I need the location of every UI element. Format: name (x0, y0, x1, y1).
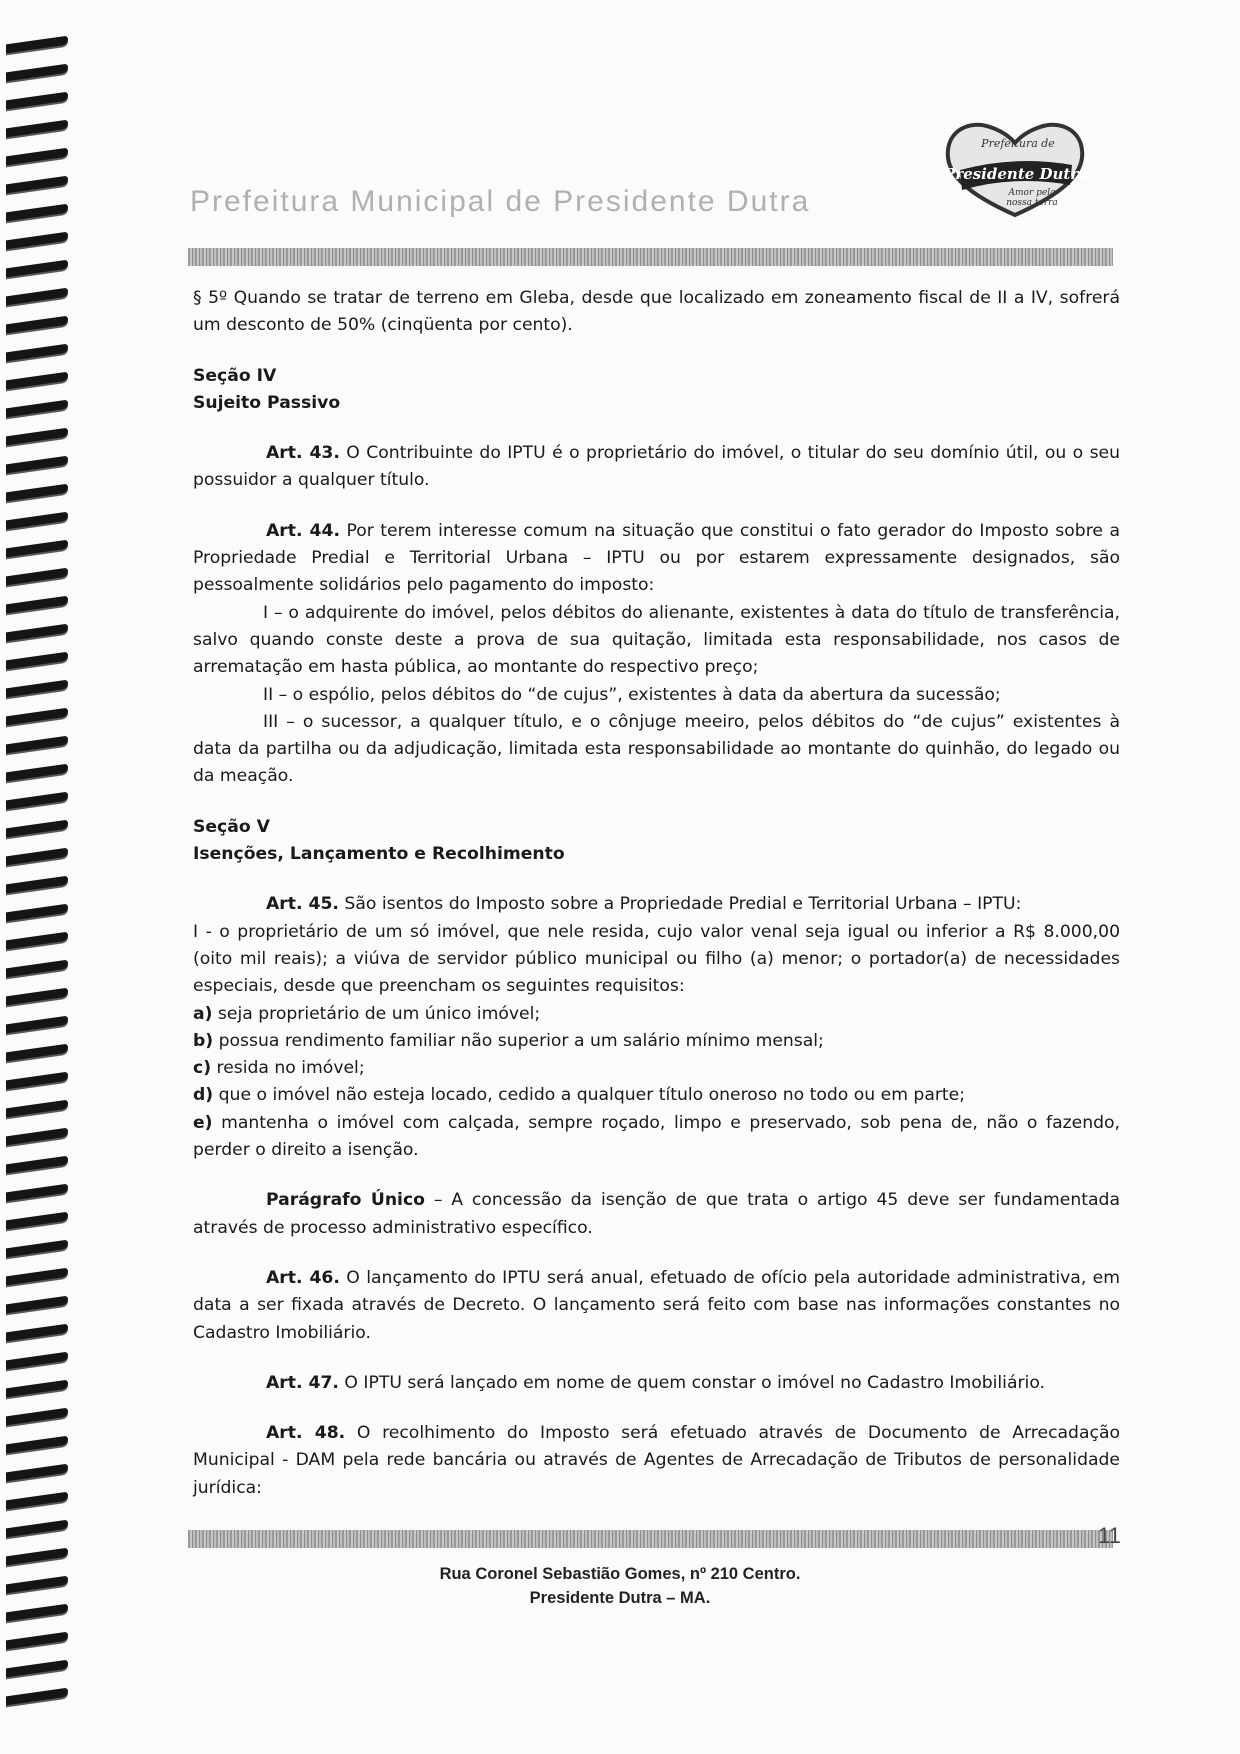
binding-coil (6, 624, 68, 642)
binding-coil (6, 960, 68, 978)
binding-coil (6, 1464, 68, 1482)
svg-text:nossa terra: nossa terra (1006, 198, 1058, 208)
binding-coil (6, 792, 68, 810)
section-5-subtitle: Isenções, Lançamento e Recolhimento (193, 844, 565, 865)
binding-coil (6, 204, 68, 222)
section-5-title: Seção V (193, 816, 270, 837)
article-44-item: III – o sucessor, a qualquer título, e o cônjuge meeiro, pelos débitos do “de cujus” existentes à data da partilha ou da adjudicação, limitada esta responsabilidade ao montante do quinhão, do legado ou da meação. (193, 711, 1120, 787)
requirement-item: d) que o imóvel não esteja locado, cedido a qualquer título oneroso no todo ou em parte; (193, 1085, 966, 1106)
article-45: Art. 45. São isentos do Imposto sobre a Propriedade Predial e Territorial Urbana – IPTU: (266, 894, 1022, 915)
binding-coil (6, 652, 68, 670)
spiral-binding (0, 40, 80, 1730)
binding-coil (6, 92, 68, 110)
binding-coil (6, 484, 68, 502)
binding-coil (6, 1044, 68, 1062)
binding-coil (6, 932, 68, 950)
binding-coil (6, 344, 68, 362)
binding-coil (6, 540, 68, 558)
section-4-title: Seção IV (193, 365, 277, 386)
binding-coil (6, 736, 68, 754)
article-43: Art. 43. O Contribuinte do IPTU é o proprietário do imóvel, o titular do seu domínio útil, ou o seu possuidor a qualquer título. (193, 443, 1120, 491)
article-47: Art. 47. O IPTU será lançado em nome de quem constar o imóvel no Cadastro Imobiliário. (266, 1372, 1045, 1393)
binding-coil (6, 1016, 68, 1034)
binding-coil (6, 512, 68, 530)
binding-coil (6, 400, 68, 418)
requirement-item: e) mantenha o imóvel com calçada, sempre roçado, limpo e preservado, sob pena de, não o fazendo, perder o direito a isenção. (193, 1112, 1120, 1161)
requirement-item: b) possua rendimento familiar não superior a um salário mínimo mensal; (193, 1030, 824, 1051)
binding-coil (6, 820, 68, 838)
binding-coil (6, 1128, 68, 1146)
binding-coil (6, 988, 68, 1006)
paragraph-5: § 5º Quando se tratar de terreno em Gleba, desde que localizado em zoneamento fiscal de II a IV, sofrerá um desconto de 50% (cinqüenta por cento). (193, 288, 1120, 336)
binding-coil (6, 1492, 68, 1510)
municipality-logo (940, 115, 1090, 220)
requirement-item: a) seja proprietário de um único imóvel; (193, 1003, 541, 1024)
binding-coil (6, 1212, 68, 1230)
binding-coil (6, 708, 68, 726)
binding-coil (6, 36, 68, 54)
binding-coil (6, 1688, 68, 1706)
binding-coil (6, 1408, 68, 1426)
requirement-item: c) resida no imóvel; (193, 1058, 365, 1079)
binding-coil (6, 372, 68, 390)
binding-coil (6, 176, 68, 194)
footer-city: Presidente Dutra – MA. (529, 1589, 711, 1607)
page-header-title: Prefeitura Municipal de Presidente Dutra (190, 185, 811, 218)
binding-coil (6, 1268, 68, 1286)
binding-coil (6, 904, 68, 922)
article-46: Art. 46. O lançamento do IPTU será anual, efetuado de ofício pela autoridade administrativa, em data a ser fixada através de Decreto. O lançamento será feito com base nas informações constantes no Cadastro Imobiliário. (193, 1267, 1120, 1343)
binding-coil (6, 148, 68, 166)
binding-coil (6, 316, 68, 334)
binding-coil (6, 568, 68, 586)
paragrafo-unico: Parágrafo Único – A concessão da isenção de que trata o artigo 45 deve ser fundamentada através de processo administrativo específico. (193, 1190, 1120, 1238)
article-44-item: II – o espólio, pelos débitos do “de cujus”, existentes à data da abertura da sucessão; (263, 684, 1001, 705)
article-44-item: I – o adquirente do imóvel, pelos débitos do alienante, existentes à data do título de transferência, salvo quando conste deste a prova de sua quitação, limitada esta responsabilidade, nos casos de arrematação em hasta pública, ao montante do respectivo preço; (193, 602, 1120, 678)
binding-coil (6, 1436, 68, 1454)
binding-coil (6, 1520, 68, 1538)
header-divider-bar (188, 248, 1113, 266)
binding-coil (6, 1632, 68, 1650)
binding-coil (6, 1296, 68, 1314)
document-body (193, 285, 1120, 1502)
binding-coil (6, 64, 68, 82)
page-footer (0, 1562, 1240, 1610)
binding-coil (6, 848, 68, 866)
binding-coil (6, 1156, 68, 1174)
svg-text:Presidente Dutra: Presidente Dutra (944, 165, 1088, 183)
binding-coil (6, 876, 68, 894)
binding-coil (6, 764, 68, 782)
binding-coil (6, 1352, 68, 1370)
svg-text:Amor pela: Amor pela (1008, 188, 1056, 198)
article-44: Art. 44. Por terem interesse comum na situação que constitui o fato gerador do Imposto sobre a Propriedade Predial e Territorial Urbana – IPTU ou por estarem expressamente designados, são pessoalmente solidários pelo pagamento do imposto: (193, 520, 1120, 596)
binding-coil (6, 1324, 68, 1342)
binding-coil (6, 1380, 68, 1398)
page-number: 11 (1098, 1523, 1121, 1548)
svg-text:Prefeitura de: Prefeitura de (981, 137, 1055, 150)
binding-coil (6, 120, 68, 138)
section-4-subtitle: Sujeito Passivo (193, 392, 341, 413)
footer-divider-bar (188, 1530, 1113, 1548)
binding-coil (6, 680, 68, 698)
binding-coil (6, 596, 68, 614)
binding-coil (6, 1660, 68, 1678)
binding-coil (6, 1100, 68, 1118)
binding-coil (6, 1240, 68, 1258)
binding-coil (6, 232, 68, 250)
binding-coil (6, 288, 68, 306)
binding-coil (6, 1184, 68, 1202)
binding-coil (6, 456, 68, 474)
article-48: Art. 48. O recolhimento do Imposto será efetuado através de Documento de Arrecadação Municipal - DAM pela rede bancária ou através de Agentes de Arrecadação de Tributos de personalidade jurídica: (193, 1423, 1120, 1498)
binding-coil (6, 1072, 68, 1090)
binding-coil (6, 260, 68, 278)
article-45-item-1: I - o proprietário de um só imóvel, que nele resida, cujo valor venal seja igual ou inferior a R$ 8.000,00 (oito mil reais); a viúva de servidor público municipal ou filho (a) menor; o portador(a) de necessidades especiais, desde que preencham os seguintes requisitos: (193, 921, 1120, 997)
binding-coil (6, 428, 68, 446)
footer-address: Rua Coronel Sebastião Gomes, nº 210 Centro. (439, 1565, 801, 1583)
